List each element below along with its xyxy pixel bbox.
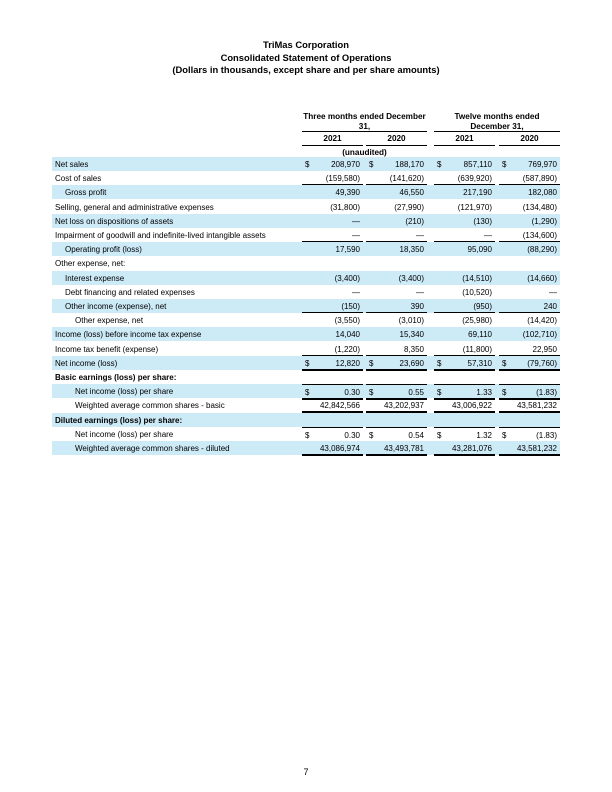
row-label: Interest expense: [65, 273, 125, 283]
row-label: Net income (loss) per share: [75, 429, 174, 439]
row-label: Diluted earnings (loss) per share:: [55, 415, 183, 425]
dollar-sign: $: [305, 358, 310, 368]
row-value-cell: [302, 214, 363, 227]
statement-row: [52, 299, 560, 313]
row-value: 0.30: [344, 430, 360, 440]
row-value: 769,970: [528, 160, 557, 169]
row-value: 43,493,781: [383, 444, 424, 453]
statement-row: [52, 271, 560, 285]
dollar-sign: $: [369, 388, 374, 398]
row-label: Gross profit: [65, 188, 107, 198]
row-value: (27,990): [394, 202, 424, 212]
row-value: —: [484, 231, 492, 240]
row-value-cell: [434, 356, 495, 371]
row-value-cell: [366, 299, 427, 313]
row-value: 69,110: [468, 330, 492, 340]
year-rule: [499, 145, 560, 146]
row-value: (587,890): [522, 174, 557, 184]
dollar-sign: $: [369, 358, 374, 368]
row-value: 95,090: [467, 245, 492, 255]
row-label: Debt financing and related expenses: [65, 287, 195, 297]
row-value-cell: [302, 228, 363, 242]
row-value-cell: [302, 285, 363, 298]
row-value-cell: [302, 327, 363, 340]
row-value: 208,970: [331, 160, 360, 169]
row-value-cell: [499, 242, 560, 255]
row-value: 49,390: [335, 188, 360, 198]
row-value-cell: [434, 157, 495, 170]
row-value-cell: [302, 370, 363, 383]
row-label: Weighted average common shares - diluted: [75, 444, 230, 453]
row-value-cell: [366, 228, 427, 242]
row-label: Other expense, net:: [55, 259, 126, 269]
row-value: (14,660): [527, 273, 557, 283]
row-value: 43,086,974: [319, 444, 360, 453]
row-value-cell: [499, 256, 560, 269]
statement-row: [52, 441, 560, 455]
row-value: 217,190: [463, 188, 492, 198]
unaudited-label: (unaudited): [342, 148, 387, 157]
row-value-cell: [499, 398, 560, 413]
row-value: (3,400): [334, 273, 360, 283]
row-value: 43,581,232: [516, 401, 557, 411]
dollar-sign: $: [502, 388, 507, 398]
row-value-cell: [302, 171, 363, 185]
row-value-cell: [434, 171, 495, 185]
row-value-cell: [302, 342, 363, 356]
row-value-cell: [366, 413, 427, 426]
row-value-cell: [434, 200, 495, 213]
statement-title: Consolidated Statement of Operations: [220, 51, 392, 63]
row-value-cell: [302, 256, 363, 269]
dollar-sign: $: [369, 160, 374, 169]
row-value: (1,290): [531, 216, 557, 226]
row-value-cell: [499, 200, 560, 213]
row-label: Selling, general and administrative expenses: [55, 202, 214, 212]
row-value: (3,550): [334, 316, 360, 326]
row-value-cell: [366, 370, 427, 383]
dollar-sign: $: [305, 388, 310, 398]
row-value: (79,760): [527, 358, 557, 368]
row-label: Income (loss) before income tax expense: [55, 330, 202, 340]
dollar-sign: $: [305, 430, 310, 440]
row-value: 0.30: [344, 388, 360, 398]
row-value: (134,480): [522, 202, 557, 212]
row-value: 43,281,076: [451, 444, 492, 453]
statement-row: [52, 398, 560, 412]
row-value-cell: [434, 342, 495, 356]
row-value: (130): [473, 216, 492, 226]
row-value: 1.32: [476, 430, 492, 440]
row-value: 0.55: [408, 388, 424, 398]
row-value: 15,340: [399, 330, 424, 340]
row-value-cell: [366, 441, 427, 456]
row-value-cell: [302, 271, 363, 284]
row-value-cell: [302, 441, 363, 456]
statement-row: [52, 256, 560, 270]
row-value: (14,420): [527, 316, 557, 326]
year-rule: [302, 145, 363, 146]
row-value-cell: [302, 157, 363, 170]
row-value-cell: [302, 185, 363, 198]
statement-header: [0, 39, 612, 77]
row-label: Operating profit (loss): [65, 245, 142, 255]
statement-row: [52, 285, 560, 299]
header-rule-three-months: [302, 131, 427, 132]
row-label: Cost of sales: [55, 174, 102, 184]
row-value-cell: [434, 214, 495, 227]
statement-row: [52, 413, 560, 427]
row-value: (31,800): [330, 202, 360, 212]
year-rule: [366, 145, 427, 146]
row-value: 17,590: [335, 245, 360, 255]
row-value-cell: [302, 242, 363, 255]
row-value-cell: [434, 285, 495, 298]
statement-row: [52, 327, 560, 341]
statement-row: [52, 313, 560, 327]
row-value-cell: [434, 271, 495, 284]
row-value-cell: [366, 157, 427, 170]
statement-row: [52, 427, 560, 441]
row-value-cell: [499, 342, 560, 356]
row-value-cell: [434, 413, 495, 426]
row-value: 857,110: [463, 160, 492, 169]
row-value-cell: [366, 285, 427, 298]
row-value-cell: [499, 185, 560, 198]
row-value: (950): [473, 302, 492, 311]
row-value: (14,510): [462, 273, 492, 283]
row-label: Net sales: [55, 160, 89, 169]
row-value: (639,920): [457, 174, 492, 184]
row-value-cell: [366, 327, 427, 340]
row-value: 57,310: [467, 358, 492, 368]
row-value-cell: [499, 413, 560, 426]
row-value-cell: [499, 285, 560, 298]
row-value: (11,800): [462, 344, 492, 354]
row-value-cell: [434, 327, 495, 340]
row-value: (121,970): [457, 202, 492, 212]
row-value: (210): [405, 216, 424, 226]
row-value-cell: [366, 256, 427, 269]
dollar-sign: $: [502, 430, 507, 440]
dollar-sign: $: [502, 358, 507, 368]
row-value-cell: [366, 313, 427, 326]
statement-row: [52, 185, 560, 199]
row-value-cell: [302, 313, 363, 326]
row-value: 240: [543, 302, 557, 311]
row-value: 23,690: [399, 358, 424, 368]
row-value-cell: [434, 441, 495, 456]
row-value: 8,350: [403, 344, 424, 354]
row-value-cell: [302, 356, 363, 371]
row-value: —: [352, 231, 360, 240]
row-value: (141,620): [389, 174, 424, 184]
row-value-cell: [434, 313, 495, 326]
dollar-sign: $: [437, 358, 442, 368]
statement-row: [52, 200, 560, 214]
statement-row: [52, 214, 560, 228]
row-value-cell: [499, 214, 560, 227]
row-value: (3,400): [398, 273, 424, 283]
row-value-cell: [434, 299, 495, 313]
row-value: —: [352, 216, 360, 226]
year-header-y-2021: 2021: [455, 134, 474, 143]
row-value: 18,350: [399, 245, 424, 255]
units-note: (Dollars in thousands, except share and per share amounts): [172, 64, 440, 75]
statement-row: [52, 157, 560, 171]
row-value: (10,520): [462, 287, 492, 297]
year-rule: [434, 145, 495, 146]
year-header-q-2020: 2020: [387, 134, 406, 143]
row-value-cell: [366, 242, 427, 255]
column-group-three-months: Three months ended December 31,: [303, 112, 426, 131]
row-value-cell: [366, 200, 427, 213]
dollar-sign: $: [369, 430, 374, 440]
row-value: 43,202,937: [383, 401, 424, 411]
row-value: 43,581,232: [516, 444, 557, 453]
dollar-sign: $: [305, 160, 310, 169]
column-group-twelve-months: Twelve months ended December 31,: [454, 112, 540, 131]
dollar-sign: $: [437, 160, 442, 169]
row-value-cell: [499, 370, 560, 383]
row-value-cell: [499, 271, 560, 284]
row-value-cell: [366, 398, 427, 413]
statement-row: [52, 242, 560, 256]
row-value-cell: [366, 356, 427, 371]
year-header-y-2020: 2020: [520, 134, 539, 143]
row-value: 182,080: [528, 188, 557, 198]
row-value-cell: [499, 228, 560, 242]
row-value: (150): [341, 302, 360, 311]
row-value-cell: [499, 299, 560, 313]
statement-row: [52, 171, 560, 185]
row-value: 14,040: [335, 330, 360, 340]
row-value: 43,006,922: [451, 401, 492, 411]
row-label: Income tax benefit (expense): [55, 344, 159, 354]
row-value: 188,170: [395, 160, 424, 169]
row-value-cell: [366, 171, 427, 185]
row-value-cell: [366, 342, 427, 356]
company-name: TriMas Corporation: [263, 39, 349, 50]
statement-row: [52, 370, 560, 384]
row-label: Impairment of goodwill and indefinite-lived intangible assets: [55, 231, 266, 240]
row-value: 22,950: [532, 344, 557, 354]
row-value: (1.83): [536, 430, 557, 440]
row-label: Net loss on dispositions of assets: [55, 216, 174, 226]
row-value-cell: [302, 299, 363, 313]
dollar-sign: $: [502, 160, 507, 169]
row-value: (1,220): [334, 344, 360, 354]
row-value-cell: [302, 398, 363, 413]
row-value: 390: [410, 302, 424, 311]
year-header-q-2021: 2021: [323, 134, 342, 143]
row-value: —: [549, 287, 557, 297]
row-value-cell: [302, 413, 363, 426]
row-value-cell: [434, 256, 495, 269]
row-value-cell: [302, 200, 363, 213]
row-value: (88,290): [527, 245, 557, 255]
row-value-cell: [434, 242, 495, 255]
row-value-cell: [366, 214, 427, 227]
row-value-cell: [434, 185, 495, 198]
row-label: Other expense, net: [75, 316, 144, 326]
row-value-cell: [434, 228, 495, 242]
row-value: (25,980): [462, 316, 492, 326]
row-value: —: [352, 287, 360, 297]
row-value-cell: [499, 441, 560, 456]
dollar-sign: $: [437, 388, 442, 398]
row-value-cell: [499, 157, 560, 170]
row-value: (3,010): [398, 316, 424, 326]
row-label: Net income (loss): [55, 358, 118, 368]
row-value: (102,710): [522, 330, 557, 340]
row-value-cell: [499, 313, 560, 326]
statement-row: [52, 384, 560, 398]
row-value: —: [416, 231, 424, 240]
dollar-sign: $: [437, 430, 442, 440]
row-value: (1.83): [536, 388, 557, 398]
row-value: —: [416, 287, 424, 297]
row-value: 0.54: [408, 430, 424, 440]
statement-row: [52, 342, 560, 356]
row-value: 46,550: [399, 188, 424, 198]
row-value-cell: [434, 370, 495, 383]
row-value-cell: [499, 171, 560, 185]
row-value-cell: [499, 327, 560, 340]
row-value: 12,820: [335, 358, 360, 368]
page-number: 7: [303, 767, 309, 777]
row-value-cell: [499, 356, 560, 371]
row-value: (159,580): [325, 174, 360, 184]
row-label: Weighted average common shares - basic: [75, 401, 225, 411]
row-label: Basic earnings (loss) per share:: [55, 373, 177, 382]
statement-row: [52, 356, 560, 370]
statement-row: [52, 228, 560, 242]
row-value-cell: [434, 398, 495, 413]
row-value-cell: [366, 185, 427, 198]
row-label: Net income (loss) per share: [75, 387, 174, 397]
row-label: Other income (expense), net: [65, 302, 167, 311]
header-rule-twelve-months: [434, 131, 560, 132]
row-value: (134,600): [522, 231, 557, 240]
row-value: 42,842,566: [319, 401, 360, 411]
row-value-cell: [366, 271, 427, 284]
row-value: 1.33: [476, 388, 492, 398]
